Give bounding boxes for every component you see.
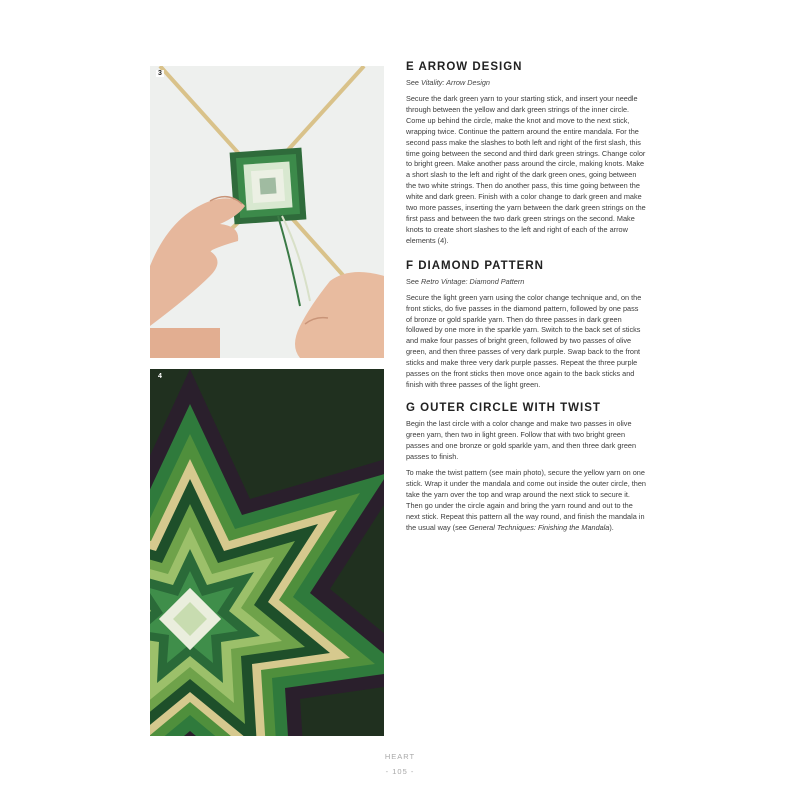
section-title: G OUTER CIRCLE WITH TWIST xyxy=(406,401,601,414)
step-4-photo xyxy=(150,369,384,736)
see-reference xyxy=(406,78,646,88)
see-prefix: See xyxy=(406,78,422,87)
section-arrow-design xyxy=(406,60,646,247)
photo-number: 4 xyxy=(158,373,162,380)
instructions-column xyxy=(406,60,646,540)
section-diamond-pattern xyxy=(406,259,646,391)
cross-reference: General Techniques: Finishing the Mandala xyxy=(468,523,610,532)
see-reference-link: Retro Vintage: Diamond Pattern xyxy=(421,276,525,286)
section-title: E ARROW DESIGN xyxy=(406,61,523,73)
see-prefix: See xyxy=(406,276,422,286)
see-reference xyxy=(406,277,646,287)
section-title: F DIAMOND PATTERN xyxy=(406,259,544,272)
section-paragraph xyxy=(406,468,646,533)
chapter-title: HEART xyxy=(384,752,416,761)
section-outer-circle-twist xyxy=(406,401,646,534)
see-reference-link: Vitality: Arrow Design xyxy=(421,78,490,87)
section-paragraph: Begin the last circle with a color change and make two passes in olive green yarn, then two in light green. Follow that with two bright green passes and one bronze or gold sparkle yarn, and then three dark green passes to finish. xyxy=(406,418,637,461)
hands-weaving-image xyxy=(150,66,384,358)
photo-number: 3 xyxy=(158,70,162,77)
step-3-photo xyxy=(150,66,384,358)
page-number: - 105 - xyxy=(385,767,415,776)
mandala-closeup-image xyxy=(150,369,384,736)
paragraph-end: ). xyxy=(609,523,614,532)
paragraph-text: To make the twist pattern (see main photo), secure the yellow yarn on one stick. Wrap it under the mandala and come out inside the outer circle, then take the yarn over the top and wrap around the next stick to secure it. Then go under the circle again and bring the yarn round and out to the next stick. Repeat this pattern all the way round, and finish the mandala in the usual way (see xyxy=(406,468,646,532)
section-paragraph: Secure the dark green yarn to your starting stick, and insert your needle through between the yellow and dark green strings of the inner circle. Come up behind the circle, make the knot and move to the next stick, wrapping twice. Continue the pattern around the entire mandala. For the second pass make the slashes to both left and right of the first slash, this time going between the second and third dark green strings. Change color to bright green. Make another pass around the circle, making knots. Make a short slash to the left and right of the dark green ones, going between the two white strings. Then do another pass, this time going between the white and dark green. Finish with a color change to dark green and make two more passes, inserting the yarn between the dark green strings on the first pass and between the two dark green strings on the second. Make knots to create short slashes to the left and right of each of the arrow elements (4). xyxy=(406,94,646,245)
section-paragraph: Secure the light green yarn using the color change technique and, on the front sticks, do five passes in the diamond pattern, followed by one pass of bronze or gold sparkle yarn. Then do three passes in dark green followed by one more in the sparkle yarn. Switch to the back set of sticks and make four passes of bright green, followed by two passes of olive green, and then three passes of very dark purple. Swap back to the front sticks and make three very dark purple passes. Repeat the three purple passes on the front sticks then move once again to the back sticks and finish with three passes of the light green. xyxy=(406,292,642,389)
